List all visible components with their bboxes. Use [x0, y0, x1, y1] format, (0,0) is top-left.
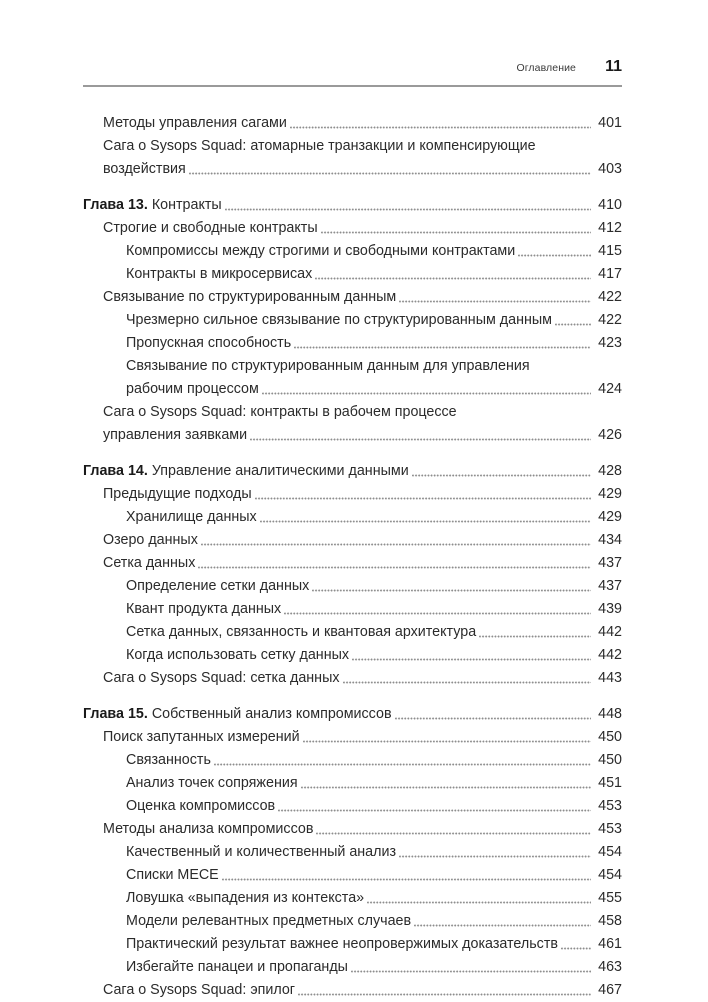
dot-leader: [479, 630, 591, 643]
toc-entry-label: Ловушка «выпадения из контекста»: [126, 890, 365, 906]
dot-leader: [290, 121, 591, 134]
dot-leader: [198, 561, 591, 574]
dot-leader: [312, 584, 591, 597]
toc-entry-inner: [83, 933, 594, 956]
toc-entry-inner: [83, 263, 594, 286]
toc-entry-page-number[interactable]: 429: [598, 509, 622, 525]
header-divider-rule: [83, 85, 622, 87]
toc-entry-label: Связывание по структурированным данным: [103, 289, 397, 305]
toc-entry-page-number[interactable]: 412: [598, 220, 622, 236]
toc-entry-label: Сетка данных, связанность и квантовая архитектура: [126, 624, 477, 640]
toc-entry-inner: [83, 772, 594, 795]
toc-entry-inner: [83, 552, 594, 575]
toc-entry-inner: [83, 795, 594, 818]
toc-entry-inner: [83, 979, 594, 1002]
dot-leader: [255, 492, 591, 505]
toc-entry-inner: [83, 240, 594, 263]
toc-entry-page-number[interactable]: 453: [598, 821, 622, 837]
toc-entry-inner: [83, 332, 594, 355]
toc-entry[interactable]: [83, 263, 622, 286]
toc-entry-label: Поиск запутанных измерений: [103, 729, 300, 745]
toc-entry-label: Хранилище данных: [126, 509, 257, 525]
toc-entry[interactable]: [83, 726, 622, 749]
page-folio-number: 11: [605, 58, 622, 75]
toc-entry-inner: [83, 644, 594, 667]
toc-entry-inner: [83, 506, 594, 529]
toc-entry-inner: [83, 621, 594, 644]
dot-leader: [351, 965, 591, 978]
toc-entry[interactable]: [83, 910, 622, 933]
toc-entry-label: Методы управления сагами: [103, 115, 287, 131]
toc-entry-page-number[interactable]: 415: [598, 243, 622, 259]
toc-entry-page-number[interactable]: 442: [598, 624, 622, 640]
toc-entry-label: Сага о Sysops Squad: эпилог: [103, 982, 296, 998]
running-header: [83, 58, 622, 76]
dot-leader: [561, 942, 591, 955]
toc-entry-label: [83, 194, 222, 217]
toc-entry[interactable]: [83, 795, 622, 818]
toc-entry-page-number[interactable]: 448: [598, 706, 622, 722]
toc-entry-page-number[interactable]: 467: [598, 982, 622, 998]
toc-entry-label: Контракты в микросервисах: [126, 266, 313, 282]
toc-entry-inner: [83, 112, 594, 135]
toc-entry-page-number[interactable]: 410: [598, 197, 622, 213]
toc-entry-page-number[interactable]: 417: [598, 266, 622, 282]
toc-entry-label: Списки MECE: [126, 867, 219, 883]
toc-entry-label-line2: управления заявками: [103, 427, 248, 443]
toc-entry-inner: [83, 355, 594, 401]
dot-leader: [395, 712, 591, 725]
toc-entry-page-number[interactable]: 463: [598, 959, 622, 975]
toc-entry-label: Практический результат важнее неопровержимых доказательств: [126, 936, 558, 952]
toc-entry-inner: [83, 529, 594, 552]
toc-entry-page-number[interactable]: 454: [598, 844, 622, 860]
toc-entry[interactable]: [83, 703, 622, 726]
dot-leader: [284, 607, 591, 620]
toc-entry-inner: [83, 217, 594, 240]
toc-entry-page-number[interactable]: 426: [598, 427, 622, 443]
toc-entry-label-line1: Сага о Sysops Squad: контракты в рабочем процессе: [103, 404, 457, 420]
dot-leader: [316, 827, 591, 840]
toc-entry[interactable]: [83, 621, 622, 644]
toc-entry-label: Сетка данных: [103, 555, 196, 571]
toc-entry-label: Анализ точек сопряжения: [126, 775, 298, 791]
toc-entry-inner: [83, 598, 594, 621]
chapter-title-label: Собственный анализ компромиссов: [151, 706, 392, 722]
dot-leader: [301, 781, 591, 794]
toc-entry-label: Методы анализа компромиссов: [103, 821, 314, 837]
toc-entry-label: Избегайте панацеи и пропаганды: [126, 959, 348, 975]
toc-entry[interactable]: [83, 286, 622, 309]
toc-entry-inner: [83, 286, 594, 309]
toc-entry-inner: [83, 910, 594, 933]
dot-leader: [298, 988, 591, 1001]
toc-entry-page-number[interactable]: 458: [598, 913, 622, 929]
toc-entry-page-number[interactable]: 422: [598, 289, 622, 305]
toc-entry[interactable]: [83, 309, 622, 332]
toc-entry-label-line2: воздействия: [103, 161, 186, 177]
chapter-number-label: Глава 13.: [83, 197, 148, 213]
toc-entry-inner: [83, 818, 594, 841]
toc-entry-page-number[interactable]: 439: [598, 601, 622, 617]
toc-entry-inner: [83, 703, 594, 726]
toc-entry[interactable]: [83, 818, 622, 841]
toc-entry[interactable]: [83, 401, 622, 447]
toc-entry-label: Определение сетки данных: [126, 578, 310, 594]
toc-entry-page-number[interactable]: 422: [598, 312, 622, 328]
toc-entry[interactable]: [83, 355, 622, 401]
dot-leader: [352, 653, 591, 666]
toc-entry[interactable]: [83, 575, 622, 598]
toc-entry-label: Квант продукта данных: [126, 601, 282, 617]
toc-entry-page-number[interactable]: 424: [598, 381, 622, 397]
toc-entry-page-number[interactable]: 461: [598, 936, 622, 952]
toc-entry[interactable]: [83, 460, 622, 483]
toc-entry-inner: [83, 956, 594, 979]
toc-entry[interactable]: [83, 864, 622, 887]
dot-leader: [367, 896, 591, 909]
toc-entry-label: Сага о Sysops Squad: сетка данных: [103, 670, 340, 686]
dot-leader: [278, 804, 591, 817]
dot-leader: [321, 226, 591, 239]
toc-entry-label: Связанность: [126, 752, 211, 768]
toc-entry-page-number[interactable]: 451: [598, 775, 622, 791]
dot-leader: [201, 538, 591, 551]
toc-entry-inner: [83, 575, 594, 598]
toc-entry-label-line2: рабочим процессом: [126, 381, 259, 397]
toc-entry[interactable]: [83, 749, 622, 772]
running-header-title: Оглавление: [516, 62, 576, 74]
toc-entry[interactable]: [83, 529, 622, 552]
toc-entry-page-number[interactable]: 453: [598, 798, 622, 814]
toc-entry-page-number[interactable]: 428: [598, 463, 622, 479]
toc-entry-label-line1: Связывание по структурированным данным для управления: [126, 358, 530, 374]
toc-entry-inner: [83, 401, 594, 447]
dot-leader: [294, 341, 591, 354]
toc-entry-label: Качественный и количественный анализ: [126, 844, 397, 860]
dot-leader: [303, 735, 591, 748]
toc-entry-page-number[interactable]: 423: [598, 335, 622, 351]
toc-entry-page-number[interactable]: 403: [598, 161, 622, 177]
toc-entry-label: Чрезмерно сильное связывание по структурированным данным: [126, 312, 552, 328]
dot-leader: [225, 203, 591, 216]
toc-entry-label: [83, 703, 392, 726]
toc-entry-label: Оценка компромиссов: [126, 798, 276, 814]
toc-entry-inner: [83, 460, 594, 483]
toc-entry-inner: [83, 135, 594, 181]
toc-entry-inner: [83, 667, 594, 690]
chapter-number-label: Глава 14.: [83, 463, 148, 479]
dot-leader: [412, 469, 591, 482]
toc-entry[interactable]: [83, 979, 622, 1002]
toc-entry[interactable]: [83, 506, 622, 529]
dot-leader: [260, 515, 591, 528]
toc-entry-label: [83, 460, 409, 483]
toc-entry-inner: [83, 483, 594, 506]
toc-entry-label: Озеро данных: [103, 532, 198, 548]
toc-entry-inner: [83, 887, 594, 910]
dot-leader: [262, 387, 591, 400]
dot-leader: [315, 272, 591, 285]
toc-entry[interactable]: [83, 598, 622, 621]
chapter-number-label: Глава 15.: [83, 706, 148, 722]
dot-leader: [399, 295, 591, 308]
toc-entry[interactable]: [83, 956, 622, 979]
toc-entry-inner: [83, 749, 594, 772]
toc-entry-page-number[interactable]: 434: [598, 532, 622, 548]
toc-entry[interactable]: [83, 772, 622, 795]
toc-entry[interactable]: [83, 887, 622, 910]
toc-entry[interactable]: [83, 841, 622, 864]
toc-entry-inner: [83, 726, 594, 749]
toc-entry-label: Пропускная способность: [126, 335, 292, 351]
toc-entry-inner: [83, 864, 594, 887]
toc-entry-page-number[interactable]: 443: [598, 670, 622, 686]
toc-entry-inner: [83, 309, 594, 332]
dot-leader: [555, 318, 591, 331]
dot-leader: [399, 850, 591, 863]
toc-entry[interactable]: [83, 112, 622, 135]
toc-entry[interactable]: [83, 667, 622, 690]
dot-leader: [414, 919, 591, 932]
chapter-title-label: Управление аналитическими данными: [151, 463, 409, 479]
toc-entry[interactable]: [83, 483, 622, 506]
dot-leader: [250, 433, 591, 446]
toc-entry[interactable]: [83, 332, 622, 355]
dot-leader: [214, 758, 591, 771]
toc-entry[interactable]: [83, 644, 622, 667]
toc-entry-page-number[interactable]: 455: [598, 890, 622, 906]
toc-entry-page-number[interactable]: 450: [598, 729, 622, 745]
toc-entry-page-number[interactable]: 429: [598, 486, 622, 502]
toc-entry-page-number[interactable]: 437: [598, 578, 622, 594]
toc-entry-label: Строгие и свободные контракты: [103, 220, 318, 236]
toc-entry[interactable]: [83, 933, 622, 956]
toc-entry-label: Предыдущие подходы: [103, 486, 252, 502]
table-of-contents-list: [83, 112, 622, 1002]
dot-leader: [343, 676, 592, 689]
chapter-title-label: Контракты: [151, 197, 222, 213]
toc-entry-page-number[interactable]: 442: [598, 647, 622, 663]
toc-entry[interactable]: [83, 552, 622, 575]
toc-entry-page-number[interactable]: 401: [598, 115, 622, 131]
toc-entry[interactable]: [83, 135, 622, 181]
toc-entry-page-number[interactable]: 437: [598, 555, 622, 571]
toc-entry-label: Модели релевантных предметных случаев: [126, 913, 412, 929]
dot-leader: [518, 249, 591, 262]
toc-entry-label: Компромиссы между строгими и свободными контрактами: [126, 243, 516, 259]
toc-entry-inner: [83, 841, 594, 864]
dot-leader: [189, 167, 591, 180]
toc-entry-page-number[interactable]: 454: [598, 867, 622, 883]
toc-entry[interactable]: [83, 217, 622, 240]
toc-entry[interactable]: [83, 240, 622, 263]
toc-entry-label-line1: Сага о Sysops Squad: атомарные транзакции и компенсирующие: [103, 138, 536, 154]
toc-entry-page-number[interactable]: 450: [598, 752, 622, 768]
toc-entry-label: Когда использовать сетку данных: [126, 647, 350, 663]
toc-entry-inner: [83, 194, 594, 217]
toc-entry[interactable]: [83, 194, 622, 217]
dot-leader: [222, 873, 591, 886]
